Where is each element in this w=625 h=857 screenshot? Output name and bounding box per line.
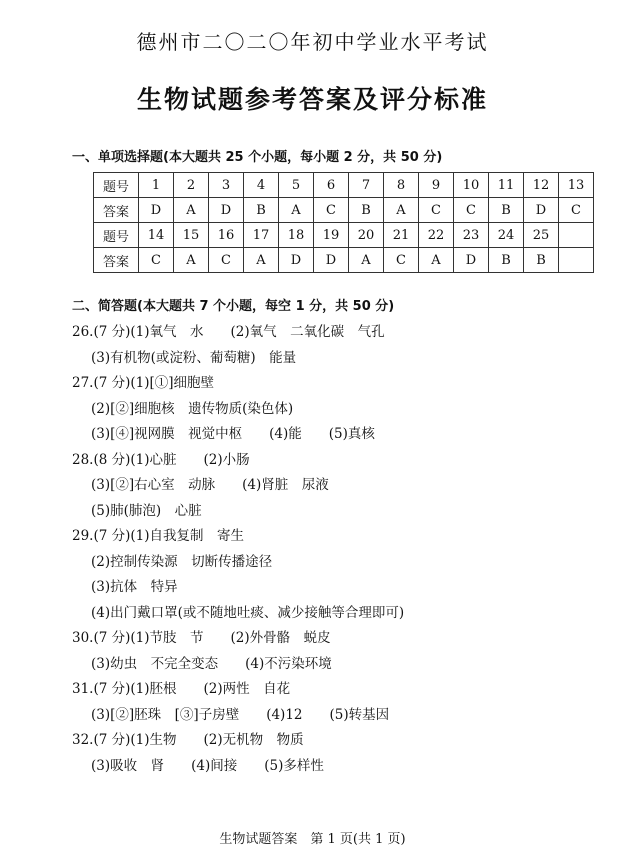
answer-table-cell: 7 [349, 173, 384, 198]
row-label: 题号 [94, 173, 139, 198]
answer-sub-line: (2)[②]细胞核 遗传物质(染色体) [91, 400, 294, 417]
question-answer-line: 30.(7 分)(1)节肢 节 (2)外骨骼 蜕皮 [72, 630, 331, 646]
answer-table [93, 172, 594, 273]
answer-table-cell: B [349, 198, 384, 223]
answer-table-cell: B [524, 248, 559, 273]
answer-table-cell: B [489, 248, 524, 273]
answer-table-cell: 21 [384, 223, 419, 248]
answer-table-cell: B [244, 198, 279, 223]
answer-table-row [94, 248, 594, 273]
answer-table-cell: C [209, 248, 244, 273]
answer-table-cell: 2 [174, 173, 209, 198]
answer-table-cell: 6 [314, 173, 349, 198]
answer-sub-line: (3)有机物(或淀粉、葡萄糖) 能量 [91, 349, 297, 366]
row-label: 答案 [94, 248, 139, 273]
answer-table-cell: 19 [314, 223, 349, 248]
answer-sub-line: (5)肺(肺泡) 心脏 [91, 502, 202, 519]
answer-table-cell: 23 [454, 223, 489, 248]
answer-table-cell: 24 [489, 223, 524, 248]
answer-sub-line: (4)出门戴口罩(或不随地吐痰、减少接触等合理即可) [91, 604, 405, 621]
answer-sub-line: (3)抗体 特异 [91, 579, 178, 595]
document-title: 生物试题参考答案及评分标准 [136, 85, 488, 114]
answer-table-cell: D [524, 198, 559, 223]
answer-table-cell [559, 223, 594, 248]
answer-table-cell: 11 [489, 173, 524, 198]
answer-table-cell: 5 [279, 173, 314, 198]
answer-table-cell: 15 [174, 223, 209, 248]
answer-table-cell: C [559, 198, 594, 223]
question-answer-line: 29.(7 分)(1)自我复制 寄生 [72, 528, 245, 544]
question-answer-line: 31.(7 分)(1)胚根 (2)两性 自花 [72, 681, 291, 697]
answer-table-cell: 3 [209, 173, 244, 198]
answer-table-cell: C [384, 248, 419, 273]
answer-table-cell: C [454, 198, 489, 223]
answer-table-cell: 22 [419, 223, 454, 248]
answer-table-cell: C [419, 198, 454, 223]
section2-heading: 二、简答题(本大题共 7 个小题，每空 1 分，共 50 分) [72, 299, 395, 314]
answer-table-cell: 25 [524, 223, 559, 248]
answer-table-cell: 12 [524, 173, 559, 198]
answer-table-cell: C [139, 248, 174, 273]
row-label: 题号 [94, 223, 139, 248]
answer-table-cell: 10 [454, 173, 489, 198]
answer-table-cell: A [384, 198, 419, 223]
answer-table-cell: 17 [244, 223, 279, 248]
answer-table-cell: D [454, 248, 489, 273]
answer-sub-line: (3)[②]胚珠 [③]子房壁 (4)12 (5)转基因 [91, 706, 390, 723]
row-label: 答案 [94, 198, 139, 223]
question-answer-line: 26.(7 分)(1)氧气 水 (2)氧气 二氧化碳 气孔 [72, 324, 385, 340]
answer-table-row [94, 173, 594, 198]
answer-table-cell: A [174, 198, 209, 223]
answer-table-cell: A [244, 248, 279, 273]
answer-table-cell: 20 [349, 223, 384, 248]
question-answer-line: 28.(8 分)(1)心脏 (2)小肠 [72, 451, 250, 468]
answer-table-cell: 13 [559, 173, 594, 198]
answer-sub-line: (3)[②]右心室 动脉 (4)肾脏 尿液 [91, 477, 329, 493]
answer-table-cell: C [314, 198, 349, 223]
answer-table-cell: D [209, 198, 244, 223]
answer-table-cell: D [279, 248, 314, 273]
answer-table-row [94, 198, 594, 223]
answer-sub-line: (3)幼虫 不完全变态 (4)不污染环境 [91, 655, 332, 672]
answer-table-cell: B [489, 198, 524, 223]
answer-sub-line: (3)[④]视网膜 视觉中枢 (4)能 (5)真核 [91, 426, 375, 442]
answer-table-cell: D [314, 248, 349, 273]
answer-table-cell: A [349, 248, 384, 273]
answer-table-cell: 18 [279, 223, 314, 248]
answer-table-row [94, 223, 594, 248]
answer-table-cell: 14 [139, 223, 174, 248]
section1-heading: 一、单项选择题(本大题共 25 个小题，每小题 2 分，共 50 分) [72, 150, 443, 165]
question-answer-line: 32.(7 分)(1)生物 (2)无机物 物质 [72, 732, 304, 748]
short-answer-list [72, 320, 612, 779]
answer-sub-line: (2)控制传染源 切断传播途径 [91, 553, 273, 570]
answer-table-cell: A [279, 198, 314, 223]
answer-table-cell: 1 [139, 173, 174, 198]
answer-table-cell: 9 [419, 173, 454, 198]
answer-table-cell: D [139, 198, 174, 223]
page-footer: 生物试题答案 第 1 页(共 1 页) [219, 832, 406, 847]
answer-table-cell: 16 [209, 223, 244, 248]
question-answer-line: 27.(7 分)(1)[①]细胞壁 [72, 375, 215, 391]
answer-table-cell: 4 [244, 173, 279, 198]
answer-table-cell: A [419, 248, 454, 273]
answer-table-cell: 8 [384, 173, 419, 198]
exam-name: 德州市二〇二〇年初中学业水平考试 [136, 30, 489, 54]
answer-table-cell: A [174, 248, 209, 273]
answer-sub-line: (3)吸收 肾 (4)间接 (5)多样性 [91, 757, 324, 774]
answer-table-cell [559, 248, 594, 273]
